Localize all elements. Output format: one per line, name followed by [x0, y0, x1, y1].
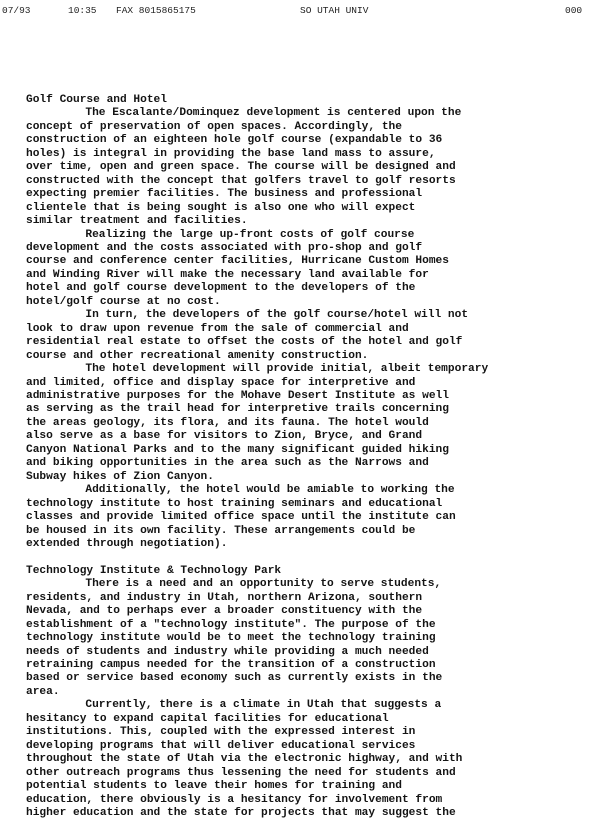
text-line: administrative purposes for the Mohave Desert Institute as well — [26, 389, 449, 402]
text-line: clientele that is being sought is also one who will expect — [26, 201, 416, 214]
document-body — [26, 94, 576, 820]
text-line: residents, and industry in Utah, northern Arizona, southern — [26, 591, 423, 604]
paragraph — [26, 578, 576, 699]
fax-organization: SO UTAH UNIV — [300, 5, 369, 16]
text-line: as serving as the trail head for interpretive trails concerning — [26, 403, 449, 416]
text-line: higher education and the state for projects that may suggest the — [26, 807, 456, 819]
text-line: expecting premier facilities. The business and professional — [26, 188, 423, 201]
text-line: Subway hikes of Zion Canyon. — [26, 470, 214, 483]
text-line: also serve as a base for visitors to Zion, Bryce, and Grand — [26, 430, 423, 443]
text-line: over time, open and green space. The course will be designed and — [26, 161, 456, 174]
text-line: retraining campus needed for the transition of a construction — [26, 659, 436, 672]
paragraph — [26, 107, 576, 228]
text-line: Additionally, the hotel would be amiable to working the — [85, 484, 455, 497]
text-line: technology institute to host training seminars and educational — [26, 497, 443, 510]
text-line: institutions. This, coupled with the expressed interest in — [26, 726, 416, 739]
text-line: needs of students and industry while providing a much needed — [26, 645, 429, 658]
section-heading: Technology Institute & Technology Park — [26, 564, 282, 577]
text-line: classes and provide limited office space until the institute can — [26, 511, 456, 524]
text-line: development and the costs associated with pro-shop and golf — [26, 241, 423, 254]
text-line: and Winding River will make the necessary land available for — [26, 268, 429, 281]
text-line: Realizing the large up-front costs of golf course — [85, 228, 415, 241]
text-line: residential real estate to offset the costs of the hotel and golf — [26, 336, 463, 349]
text-line: In turn, the developers of the golf course/hotel will not — [85, 309, 469, 322]
text-line: be housed in its own facility. These arrangements could be — [26, 524, 416, 537]
fax-page-number: 000 — [565, 5, 583, 16]
text-line: establishment of a "technology institute". The purpose of the — [26, 618, 436, 631]
text-line: construction of an eighteen hole golf course (expandable to 36 — [26, 134, 443, 147]
text-line: potential students to leave their homes for training and — [26, 780, 402, 793]
text-line: extended through negotiation). — [26, 537, 228, 550]
paragraph — [26, 699, 576, 820]
text-line: education, there obviously is a hesitancy for involvement from — [26, 793, 443, 806]
paragraph — [26, 229, 576, 310]
text-line: similar treatment and facilities. — [26, 215, 248, 228]
text-line: The Escalante/Dominquez development is centered upon the — [85, 107, 462, 120]
text-line: hotel/golf course at no cost. — [26, 295, 221, 308]
text-line: There is a need and an opportunity to serve students, — [85, 578, 442, 591]
paragraph — [26, 363, 576, 484]
text-line: The hotel development will provide initial, albeit temporary — [85, 363, 489, 376]
text-line: the areas geology, its flora, and its fauna. The hotel would — [26, 416, 429, 429]
text-line: concept of preservation of open spaces. Accordingly, the — [26, 120, 402, 133]
text-line: developing programs that will deliver educational services — [26, 739, 416, 752]
text-line: course and other recreational amenity construction. — [26, 349, 369, 362]
text-line: and biking opportunities in the area such as the Narrows and — [26, 457, 429, 470]
fax-header — [0, 4, 603, 18]
text-line: and limited, office and display space for interpretive and — [26, 376, 416, 389]
text-line: Currently, there is a climate in Utah that suggests a — [85, 699, 442, 712]
fax-date: 07/93 — [2, 5, 31, 16]
text-line: other outreach programs thus lessening the need for students and — [26, 766, 456, 779]
section-gap — [26, 551, 576, 564]
paragraph — [26, 309, 576, 363]
fax-time: 10:35 — [68, 5, 97, 16]
text-line: look to draw upon revenue from the sale of commercial and — [26, 322, 409, 335]
fax-number: FAX 8015865175 — [116, 5, 196, 16]
text-line: holes) is integral in providing the base land mass to assure, — [26, 147, 436, 160]
text-line: course and conference center facilities, Hurricane Custom Homes — [26, 255, 449, 268]
text-line: area. — [26, 685, 60, 698]
section-heading: Golf Course and Hotel — [26, 94, 167, 106]
text-line: Nevada, and to perhaps ever a broader constituency with the — [26, 605, 423, 618]
paragraph — [26, 484, 576, 551]
text-line: based or service based economy such as currently exists in the — [26, 672, 443, 685]
text-line: Canyon National Parks and to the many significant guided hiking — [26, 443, 449, 456]
text-line: technology institute would be to meet the technology training — [26, 632, 436, 645]
text-line: hotel and golf course development to the developers of the — [26, 282, 416, 295]
text-line: hesitancy to expand capital facilities for educational — [26, 712, 389, 725]
text-line: constructed with the concept that golfers travel to golf resorts — [26, 174, 456, 187]
text-line: throughout the state of Utah via the electronic highway, and with — [26, 753, 463, 766]
